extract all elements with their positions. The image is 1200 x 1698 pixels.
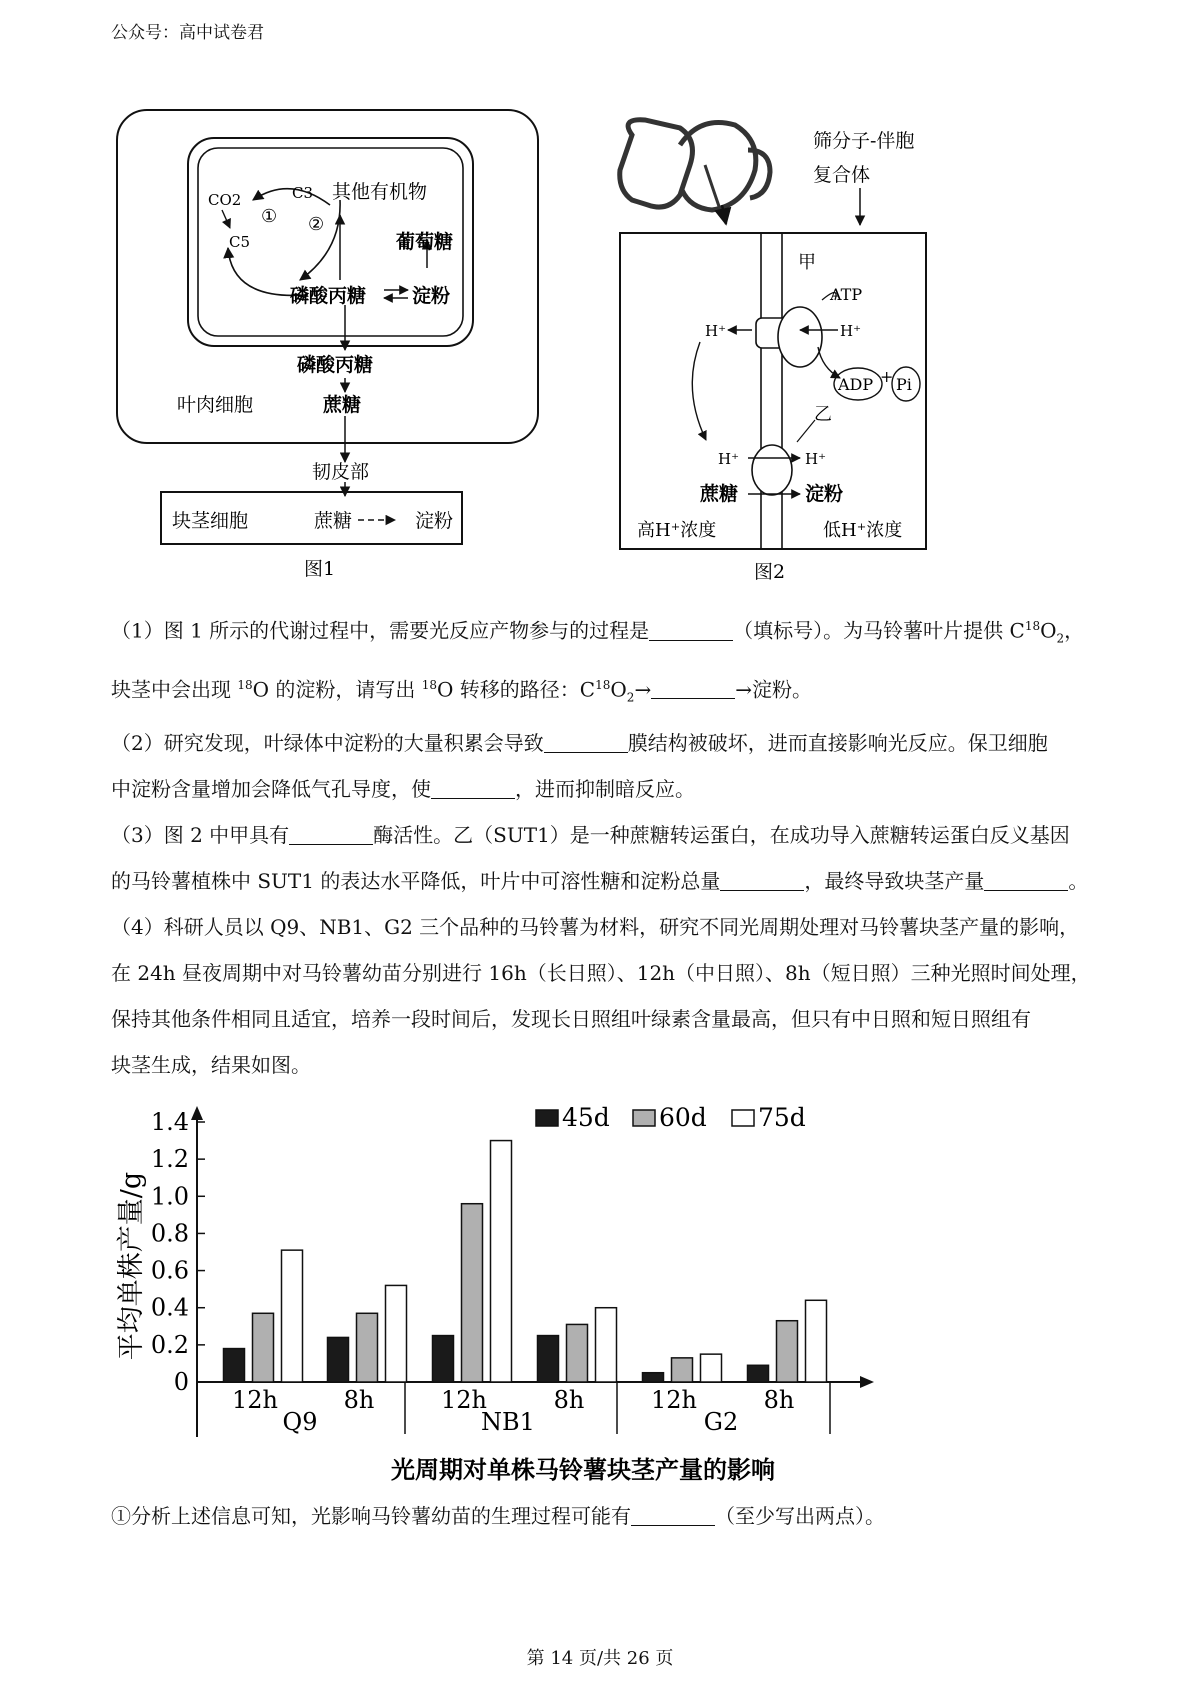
x-tick-label: 8h bbox=[553, 1386, 585, 1414]
question-3-line-2: 的马铃薯植株中 SUT1 的表达水平降低，叶片中可溶性糖和淀粉总量 ，最终导致块茎产量 。 bbox=[111, 869, 1089, 894]
question-4-line-3: 保持其他条件相同且适宜，培养一段时间后，发现长日照组叶绿素含量最高，但只有中日照和短日照组有 bbox=[111, 1007, 1031, 1032]
pi-label: Pi bbox=[896, 375, 912, 394]
answer-blank bbox=[289, 824, 373, 845]
bar-75d-1 bbox=[386, 1285, 407, 1382]
bar-45d-4 bbox=[643, 1373, 664, 1382]
bar-60d-5 bbox=[777, 1321, 798, 1382]
y-tick-label: 0.6 bbox=[150, 1256, 189, 1285]
group-label: G2 bbox=[703, 1408, 739, 1436]
question-4-line-2: 在 24h 昼夜周期中对马铃薯幼苗分别进行 16h（长日照）、12h（中日照）、8h（短日照）三种光照时间处理， bbox=[111, 961, 1091, 986]
question-2-line-1: （2）研究发现，叶绿体中淀粉的大量积累会导致 膜结构被破坏，进而直接影响光反应。保卫细胞 bbox=[111, 731, 1048, 756]
y-axis-label: 平均单株产量/g bbox=[116, 1171, 147, 1361]
figure-2-caption: 图2 bbox=[754, 561, 786, 583]
bar-60d-3 bbox=[567, 1324, 588, 1382]
group-label: NB1 bbox=[481, 1408, 535, 1436]
y-tick-label: 0 bbox=[173, 1368, 189, 1396]
fig2-sucrose-label: 蔗糖 bbox=[700, 483, 739, 505]
y-tick-label: 0.4 bbox=[150, 1293, 189, 1322]
high-h-label: 高H⁺浓度 bbox=[637, 520, 717, 541]
tuber-cell-label: 块茎细胞 bbox=[172, 510, 249, 532]
glucose-label: 葡萄糖 bbox=[396, 231, 454, 253]
legend-swatch-60d bbox=[633, 1110, 655, 1126]
bar-75d-0 bbox=[282, 1250, 303, 1382]
low-h-label: 低H⁺浓度 bbox=[823, 520, 903, 541]
triose-phosphate-inner-label: 磷酸丙糖 bbox=[290, 285, 367, 307]
sieve-element-illustration bbox=[620, 120, 770, 215]
plus-label: + bbox=[880, 367, 894, 386]
step-1-label: ① bbox=[261, 206, 278, 227]
sucrose-label: 蔗糖 bbox=[323, 394, 362, 416]
answer-blank bbox=[544, 732, 628, 753]
sub-question-1: ①分析上述信息可知，光影响马铃薯幼苗的生理过程可能有 （至少写出两点）。 bbox=[111, 1504, 885, 1528]
legend-label-75d: 75d bbox=[758, 1103, 806, 1132]
y-tick-label: 1.2 bbox=[150, 1145, 189, 1174]
answer-blank bbox=[631, 1505, 715, 1526]
legend-swatch-45d bbox=[536, 1110, 558, 1126]
step-2-label: ② bbox=[308, 214, 325, 235]
tuber-starch-label: 淀粉 bbox=[415, 510, 454, 532]
complex-label-line1: 筛分子-伴胞 bbox=[813, 130, 915, 152]
y-tick-label: 0.2 bbox=[150, 1330, 189, 1359]
answer-blank bbox=[984, 870, 1068, 891]
h-low-left-label: H⁺ bbox=[718, 450, 739, 468]
h-low-right-label: H⁺ bbox=[805, 450, 826, 468]
y-tick-label: 1.4 bbox=[150, 1108, 189, 1136]
page-header: 公众号：高中试卷君 bbox=[111, 23, 264, 43]
x-tick-label: 8h bbox=[343, 1386, 375, 1414]
question-1-line-1: （1）图 1 所示的代谢过程中，需要光反应产物参与的过程是 （填标号）。为马铃薯叶片提供 $C^{18}O_2$， bbox=[111, 618, 1085, 646]
question-4-line-1: （4）科研人员以 Q9、NB1、G2 三个品种的马铃薯为材料，研究不同光周期处理对马铃薯块茎产量的影响， bbox=[111, 915, 1080, 940]
chart-title: 光周期对单株马铃薯块茎产量的影响 bbox=[391, 1455, 775, 1484]
h-right-label: H⁺ bbox=[840, 322, 861, 340]
co2-label: CO2 bbox=[208, 191, 242, 209]
h-left-label: H⁺ bbox=[705, 322, 726, 340]
jia-label: 甲 bbox=[798, 252, 816, 273]
figure-2 bbox=[560, 0, 960, 590]
figure-1-caption: 图1 bbox=[304, 558, 336, 580]
question-4-line-4: 块茎生成，结果如图。 bbox=[111, 1053, 311, 1078]
answer-blank bbox=[431, 778, 515, 799]
x-tick-label: 8h bbox=[763, 1386, 795, 1414]
starch-inner-label: 淀粉 bbox=[412, 285, 451, 307]
bar-45d-0 bbox=[224, 1349, 245, 1382]
figure-1 bbox=[0, 0, 560, 590]
adp-label: ADP bbox=[838, 375, 874, 394]
x-tick-label: 12h bbox=[651, 1386, 697, 1414]
bar-45d-1 bbox=[328, 1337, 349, 1382]
question-3-line-1: （3）图 2 中甲具有 酶活性。乙（SUT1）是一种蔗糖转运蛋白，在成功导入蔗糖转运蛋白反义基因 bbox=[111, 823, 1070, 848]
question-1-line-2: 块茎中会出现 $^{18}$O 的淀粉，请写出 $^{18}$O 转移的路径：$C^{18}O_2\to$ →淀粉。 bbox=[111, 677, 812, 705]
x-tick-label: 12h bbox=[441, 1386, 487, 1414]
answer-blank bbox=[651, 678, 735, 699]
answer-blank bbox=[649, 620, 733, 641]
y-axis-arrow bbox=[191, 1106, 203, 1120]
fig2-starch-label: 淀粉 bbox=[805, 483, 844, 505]
bar-75d-2 bbox=[491, 1141, 512, 1382]
c3-label: C3 bbox=[292, 184, 314, 202]
bar-45d-2 bbox=[433, 1336, 454, 1382]
bar-60d-2 bbox=[462, 1204, 483, 1382]
complex-label-line2: 复合体 bbox=[813, 164, 871, 186]
x-tick-label: 12h bbox=[232, 1386, 278, 1414]
answer-blank bbox=[720, 870, 804, 891]
atp-label: ATP bbox=[830, 285, 863, 304]
legend-label-60d: 60d bbox=[659, 1103, 707, 1132]
protein-yi bbox=[752, 445, 792, 495]
y-tick-label: 0.8 bbox=[150, 1219, 189, 1248]
mesophyll-cell-label: 叶肉细胞 bbox=[177, 394, 254, 416]
bar-60d-0 bbox=[253, 1313, 274, 1382]
bar-75d-3 bbox=[596, 1308, 617, 1382]
tuber-sucrose-label: 蔗糖 bbox=[314, 510, 353, 532]
legend-label-45d: 45d bbox=[562, 1103, 610, 1132]
question-2-line-2: 中淀粉含量增加会降低气孔导度，使 ，进而抑制暗反应。 bbox=[111, 777, 695, 802]
bar-45d-5 bbox=[748, 1365, 769, 1382]
y-tick-label: 1.0 bbox=[150, 1182, 189, 1211]
bar-75d-4 bbox=[701, 1354, 722, 1382]
question-block bbox=[111, 603, 1101, 1088]
bar-60d-1 bbox=[357, 1313, 378, 1382]
group-label: Q9 bbox=[282, 1408, 318, 1436]
yi-label: 乙 bbox=[814, 404, 832, 425]
x-axis-arrow bbox=[860, 1376, 874, 1388]
bar-60d-4 bbox=[672, 1358, 693, 1382]
bar-75d-5 bbox=[806, 1300, 827, 1382]
other-organics-label: 其他有机物 bbox=[332, 181, 428, 203]
phloem-label: 韧皮部 bbox=[312, 461, 370, 483]
page-footer: 第 14 页/共 26 页 bbox=[526, 1648, 674, 1669]
legend-swatch-75d bbox=[732, 1110, 754, 1126]
triose-phosphate-outer-label: 磷酸丙糖 bbox=[297, 354, 374, 376]
yield-bar-chart bbox=[0, 1070, 1200, 1510]
bar-45d-3 bbox=[538, 1336, 559, 1382]
c5-label: C5 bbox=[229, 233, 251, 251]
